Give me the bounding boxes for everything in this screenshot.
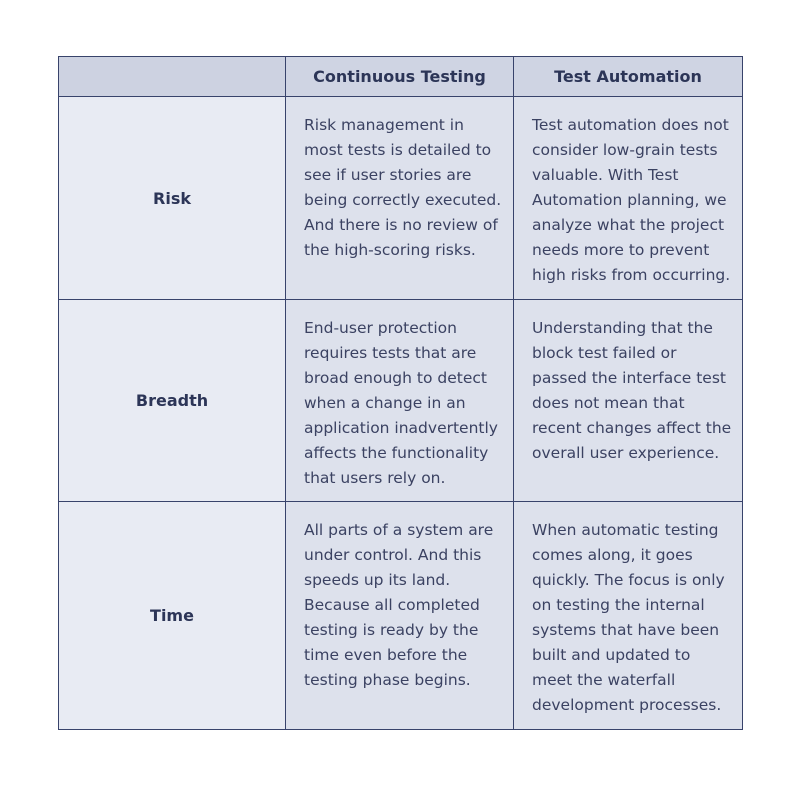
row-label-risk: Risk — [59, 97, 286, 300]
row-label-time: Time — [59, 502, 286, 730]
cell-text: All parts of a system are under control. And this speeds up its land. Because all completed testing is ready by the time even before the testing phase begins. — [304, 521, 494, 689]
cell-text: When automatic testing comes along, it goes quickly. The focus is only on testing the internal systems that have been built and updated to meet the waterfall development processes. — [532, 521, 725, 714]
cell-risk-continuous-testing — [286, 97, 514, 300]
cell-time-continuous-testing — [286, 502, 514, 730]
table-row — [59, 300, 743, 502]
cell-time-test-automation — [514, 502, 743, 730]
cell-breadth-test-automation — [514, 300, 743, 502]
cell-risk-test-automation — [514, 97, 743, 300]
row-label-breadth: Breadth — [59, 300, 286, 502]
header-continuous-testing: Continuous Testing — [286, 57, 514, 97]
table-header — [59, 57, 743, 97]
cell-text: Understanding that the block test failed or passed the interface test does not mean that recent changes affect the overall user experience. — [532, 319, 732, 462]
cell-breadth-continuous-testing — [286, 300, 514, 502]
cell-text: Test automation does not consider low-grain tests valuable. With Test Automation planning, we analyze what the project needs more to prevent high risks from occurring. — [532, 116, 731, 284]
header-row — [59, 57, 743, 97]
table-row — [59, 97, 743, 300]
cell-text: Risk management in most tests is detailed to see if user stories are being correctly executed. And there is no review of the high-scoring risks. — [304, 116, 502, 259]
header-corner-cell — [59, 57, 286, 97]
comparison-table — [58, 56, 743, 730]
table-body — [59, 97, 743, 730]
header-test-automation: Test Automation — [514, 57, 743, 97]
table-row — [59, 502, 743, 730]
cell-text: End-user protection requires tests that are broad enough to detect when a change in an application inadvertently affects the functionality that users rely on. — [304, 319, 498, 487]
